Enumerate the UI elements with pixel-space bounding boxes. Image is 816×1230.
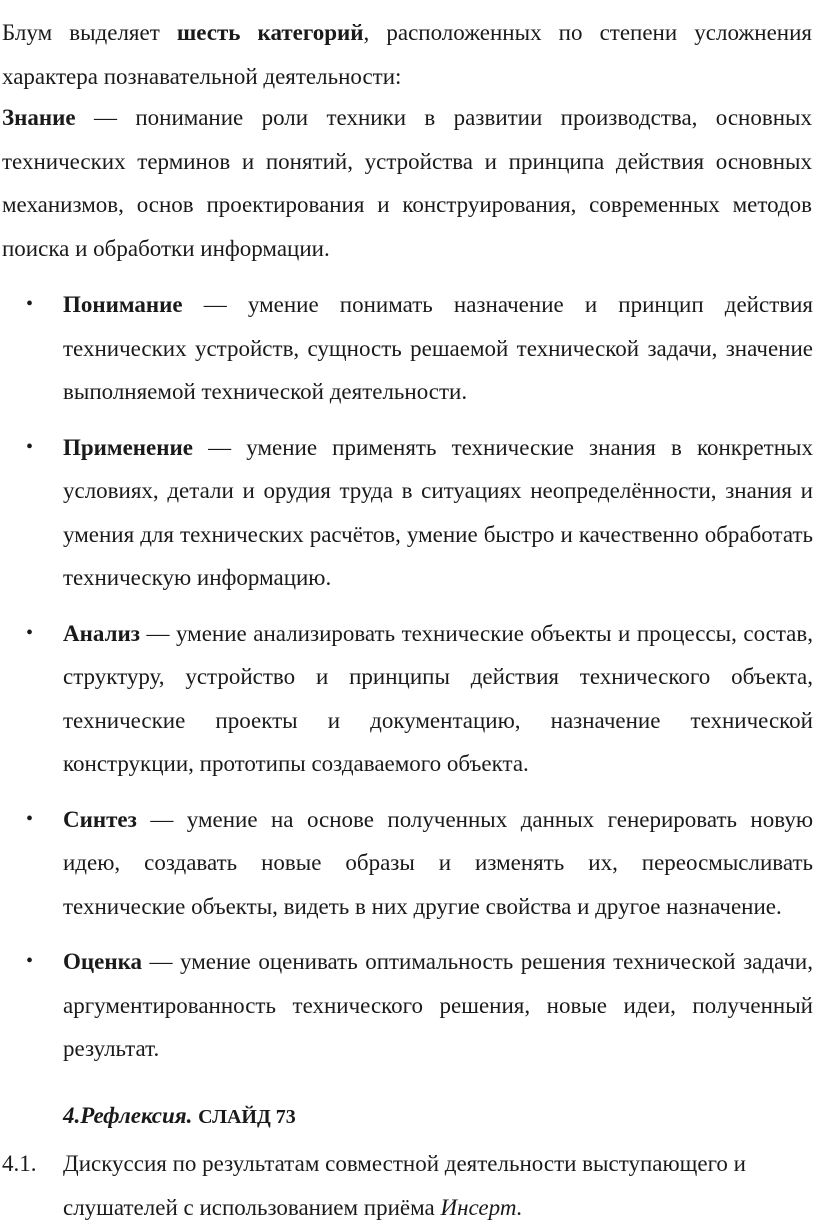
intro-text-end: , расположенных по степени усложнения характера познавательной деятельности: — [2, 20, 812, 89]
category-list — [0, 283, 816, 1083]
list-item — [0, 283, 813, 414]
bullet-icon: • — [26, 950, 34, 972]
category-text: — умение применять технические знания в конкретных условиях, детали и орудия труда в ситуациях неопределённости, знания и умения для технических расчётов, умение быстро и качественно обработать техническую информацию. — [63, 434, 813, 590]
list-item — [0, 612, 813, 786]
slide-reference: СЛАЙД 73 — [198, 1106, 296, 1128]
category-term: Применение — [63, 434, 193, 460]
step-description: Дискуссия по результатам совместной деятельности выступающего и слушателей с использованием приёма — [63, 1151, 746, 1220]
list-item — [0, 940, 813, 1071]
category-text: — умение оценивать оптимальность решения технической задачи, аргументированность технического решения, новые идеи, полученный результат. — [63, 949, 813, 1061]
knowledge-text: — понимание роли техники в развитии производства, основных технических терминов и понятий, устройства и принципа действия основных механизмов, основ проектирования и конструирования, современных методов поиска и обработки информации. — [2, 105, 812, 261]
bullet-icon: • — [26, 621, 34, 644]
category-term: Синтез — [63, 806, 137, 832]
bullet-icon: • — [26, 807, 34, 830]
reflection-title: 4.Рефлексия. — [63, 1103, 193, 1128]
category-term: Понимание — [63, 292, 183, 317]
list-item — [0, 426, 813, 600]
intro-text: Блум выделяет — [2, 20, 177, 45]
bullet-icon: • — [26, 435, 34, 458]
knowledge-term: Знание — [2, 105, 76, 130]
intro-paragraph — [2, 11, 812, 98]
category-term: Оценка — [63, 949, 143, 974]
step-method-name: Инсерт. — [440, 1194, 523, 1220]
reflection-heading — [63, 1096, 296, 1137]
list-item — [0, 798, 813, 929]
knowledge-paragraph — [2, 96, 812, 270]
category-text: — умение на основе полученных данных генерировать новую идею, создавать новые образы и изменять их, переосмысливать технические объекты, видеть в них другие свойства и другое назначение. — [63, 806, 813, 919]
intro-bold-term: шесть категорий — [176, 20, 364, 45]
bullet-icon: • — [26, 293, 34, 315]
category-term: Анализ — [63, 620, 140, 646]
category-text: — умение понимать назначение и принцип действия технических устройств, сущность решаемой технической задачи, значение выполняемой технической деятельности. — [63, 292, 813, 404]
category-text: — умение анализировать технические объекты и процессы, состав, структуру, устройство и принципы действия технического объекта, технические проекты и документацию, назначение технической конструкции, прототипы создаваемого объекта. — [63, 620, 813, 776]
step-text — [63, 1142, 813, 1229]
step-number: 4.1. — [2, 1151, 37, 1176]
